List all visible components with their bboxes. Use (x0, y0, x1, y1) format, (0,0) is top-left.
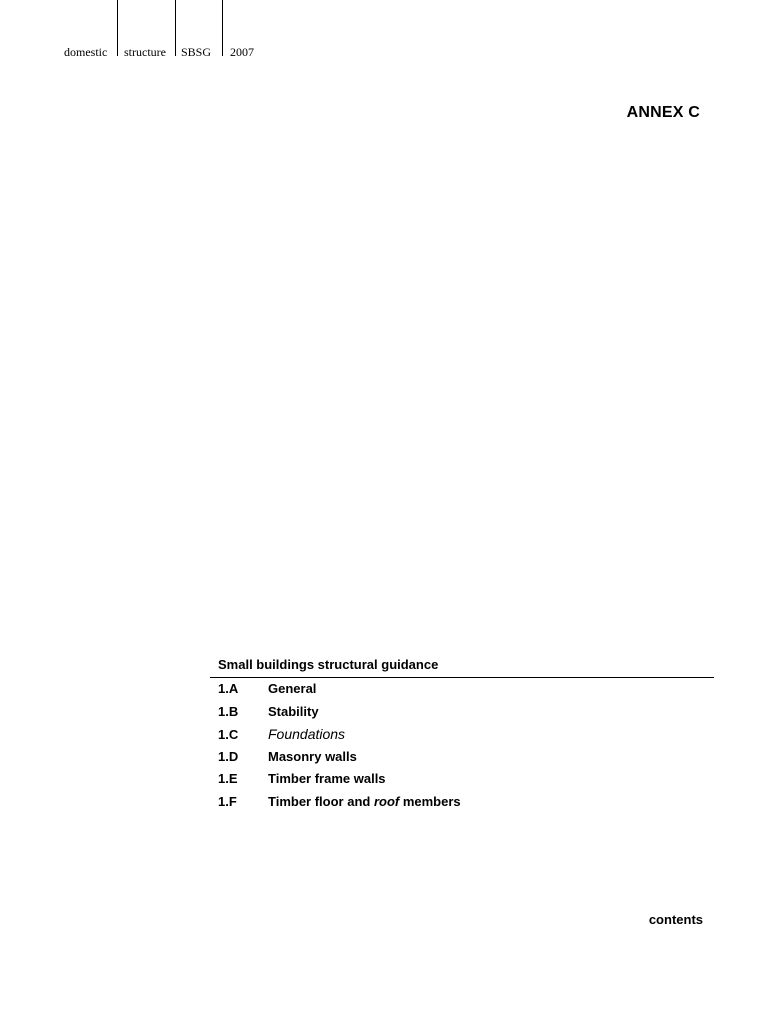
toc-item-label: Foundations (268, 726, 346, 743)
toc-item-stability[interactable] (210, 704, 714, 727)
tab-divider (222, 0, 223, 56)
tab-domestic[interactable]: domestic (64, 45, 108, 59)
toc-item-label-part: members (399, 793, 461, 809)
toc-item-number: 1.E (218, 771, 238, 787)
toc-item-general[interactable] (210, 681, 714, 704)
tab-year[interactable]: 2007 (230, 45, 254, 59)
toc-item-number: 1.D (218, 748, 239, 764)
tab-sbsg[interactable]: SBSG (181, 45, 212, 59)
toc-item-label-part: Timber floor and (268, 793, 374, 809)
toc-item-label (268, 794, 461, 809)
toc-item-label: Masonry walls (268, 748, 357, 764)
contents-link[interactable]: contents (648, 912, 703, 927)
tab-structure[interactable]: structure (124, 45, 166, 59)
toc-item-number: 1.B (218, 703, 239, 719)
toc-item-label-italic: roof (373, 793, 400, 809)
tab-divider (117, 0, 118, 56)
toc-item-number: 1.C (218, 727, 239, 743)
header-tabs (0, 0, 300, 60)
toc-item-number: 1.A (218, 681, 239, 696)
toc-item-timber-floor-roof[interactable] (210, 794, 714, 817)
toc-item-foundations[interactable] (210, 726, 714, 749)
toc-item-label: Stability (268, 703, 319, 719)
toc-item-label: General (268, 681, 317, 696)
toc-item-number: 1.F (218, 793, 237, 809)
toc-item-masonry-walls[interactable] (210, 749, 714, 772)
toc-title: Small buildings structural guidance (210, 657, 714, 678)
table-of-contents (210, 657, 714, 817)
toc-item-timber-frame-walls[interactable] (210, 771, 714, 794)
tab-divider (175, 0, 176, 56)
toc-item-label: Timber frame walls (268, 771, 386, 787)
annex-title: ANNEX C (626, 104, 700, 121)
toc-list (210, 681, 714, 817)
